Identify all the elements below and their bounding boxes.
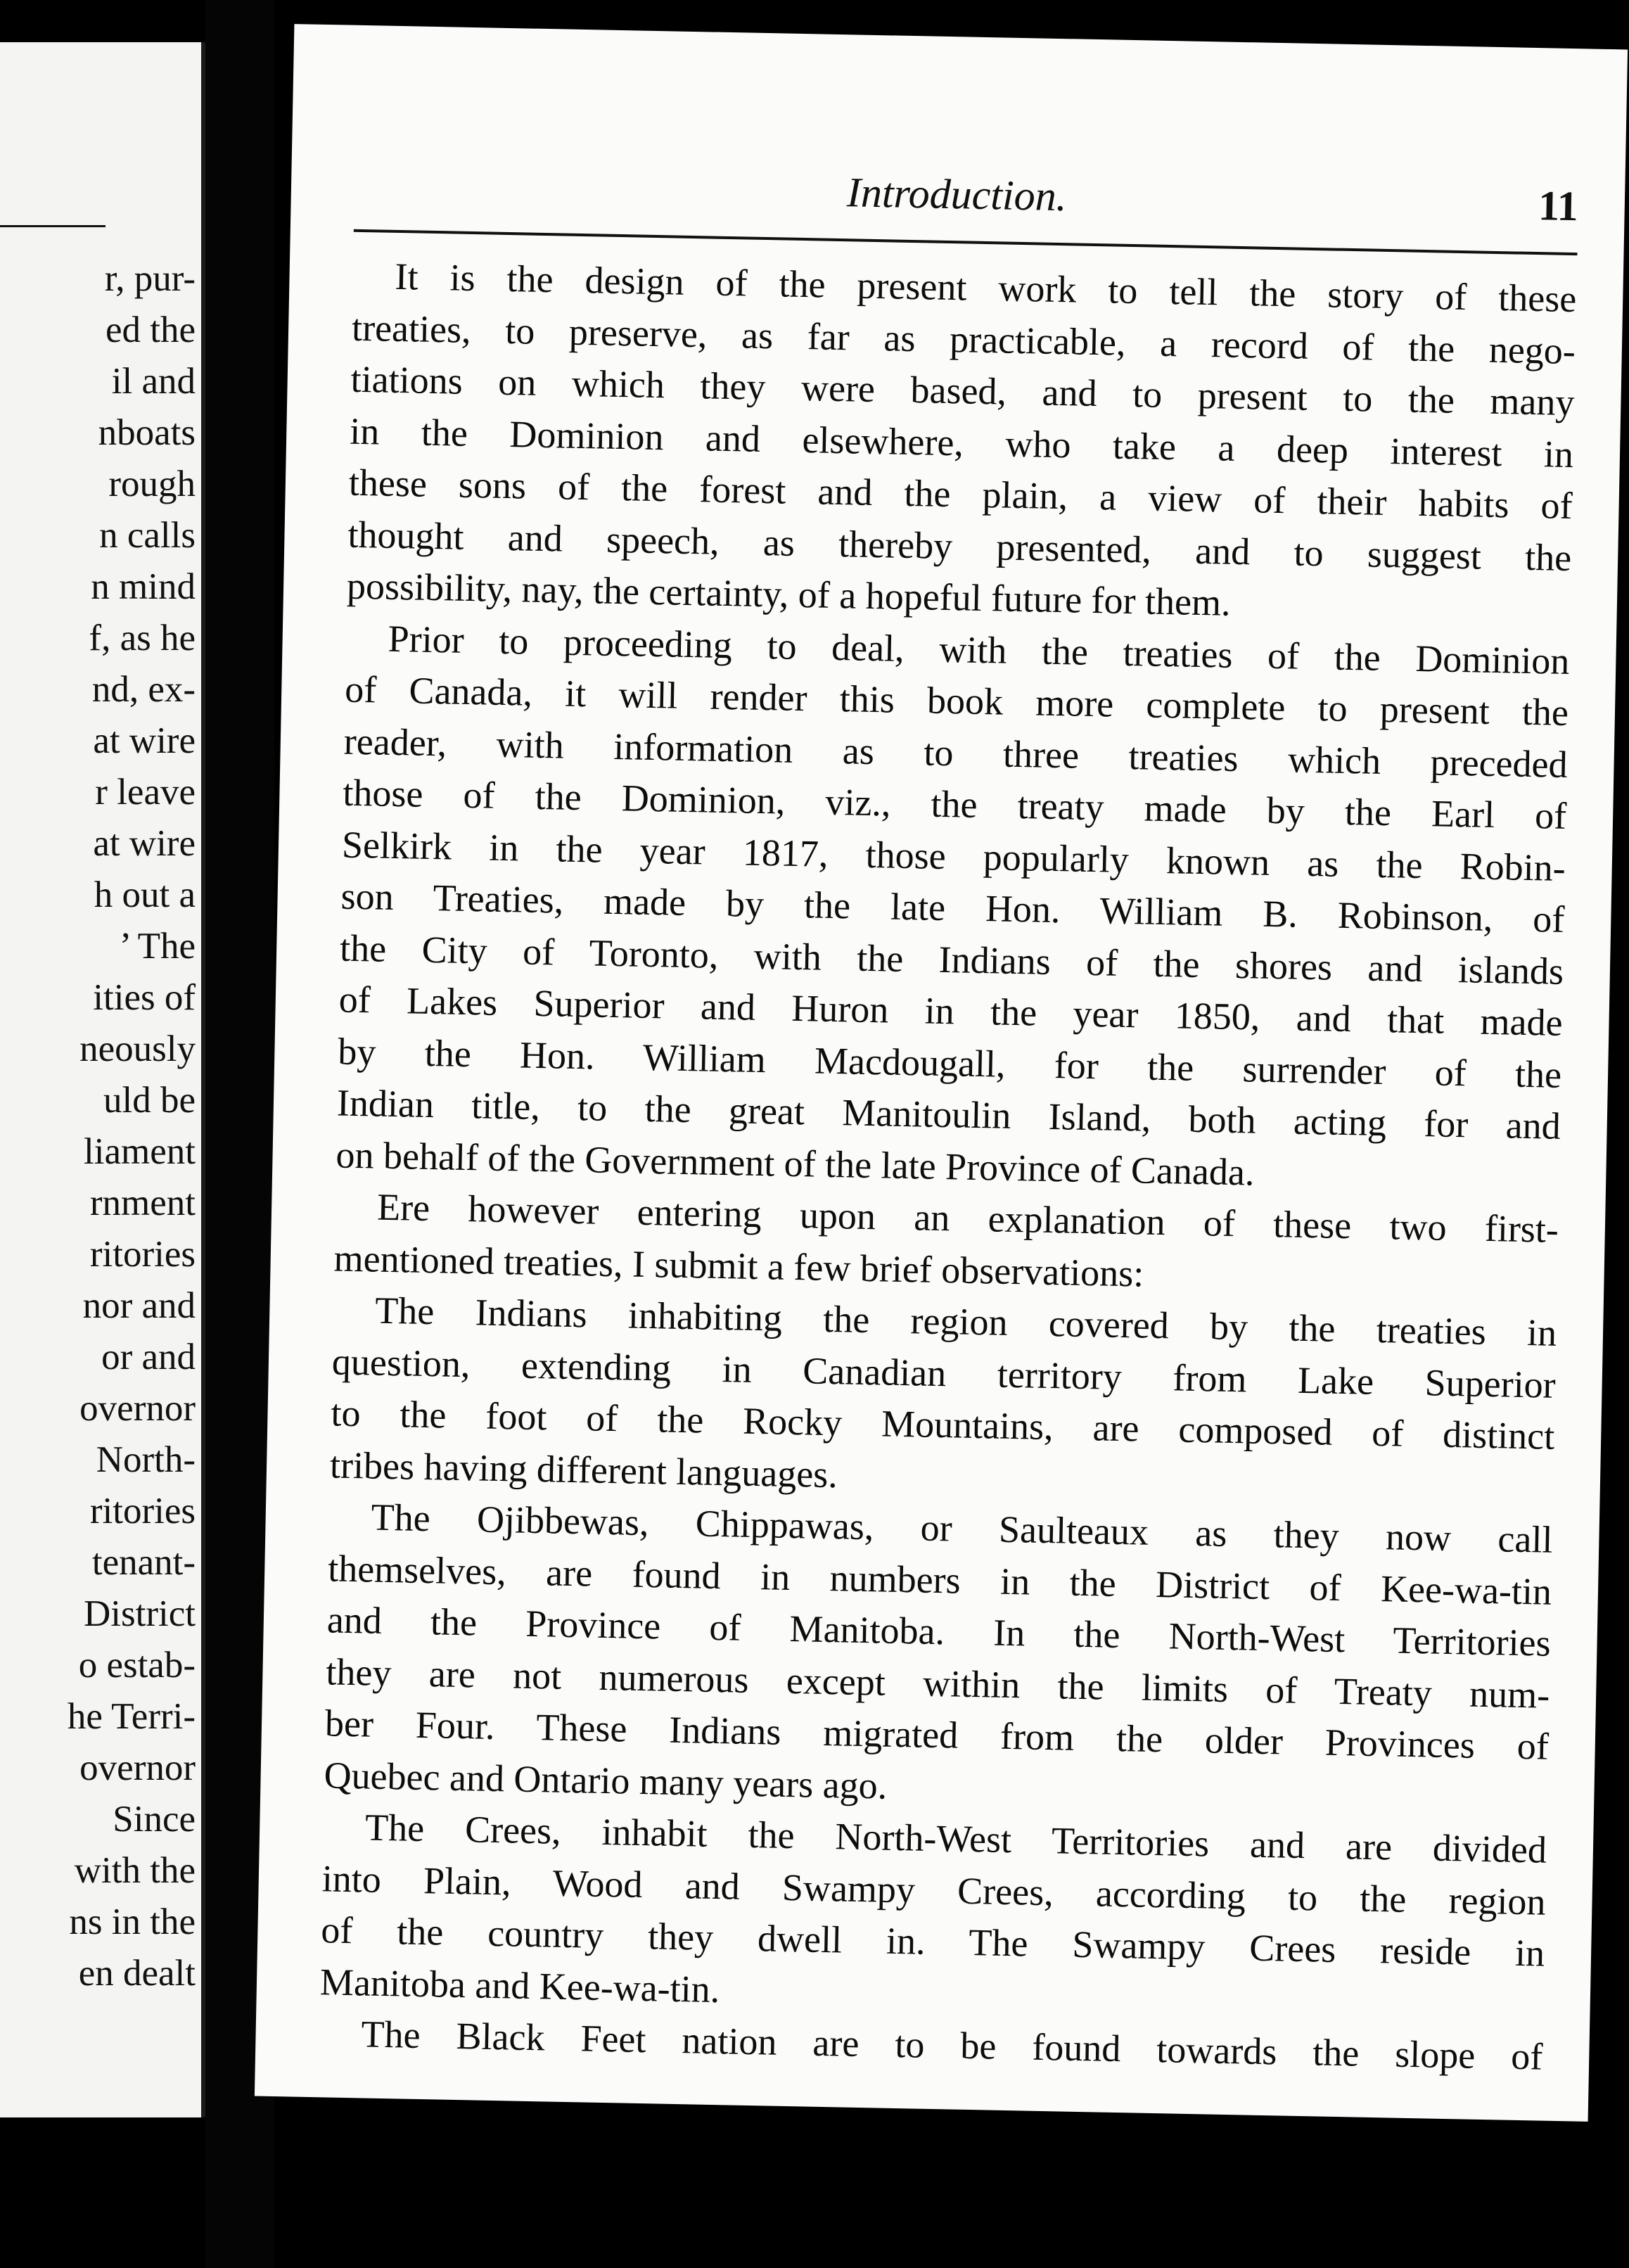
- text-line: tenant-: [91, 1542, 196, 1583]
- text-line: ’ The: [119, 926, 196, 967]
- text-line: possibility, nay, the certainty, of a hopeful future for them.: [346, 564, 1232, 624]
- text-line: to the foot of the Rocky Mountains, are composed of distinct: [330, 1391, 1555, 1458]
- text-line: r, pur-: [104, 258, 196, 299]
- text-line: Since: [113, 1799, 196, 1840]
- text-line: tiations on which they were based, and to present to the many: [350, 357, 1576, 424]
- text-line: Selkirk in the year 1817, those popularly known as the Robin-: [341, 823, 1566, 889]
- text-line: n mind: [91, 566, 196, 607]
- text-line: at wire: [93, 823, 196, 864]
- running-head-title: Introduction.: [846, 169, 1068, 220]
- text-line: liament: [84, 1131, 196, 1172]
- text-line: overnor: [79, 1388, 196, 1429]
- text-line: neously: [79, 1028, 196, 1069]
- text-line: Quebec and Ontario many years ago.: [324, 1753, 888, 1807]
- text-line: The Ojibbewas, Chippawas, or Saulteaux as they now call: [371, 1496, 1553, 1561]
- text-line: he Terri-: [67, 1696, 196, 1737]
- text-line: of the country they dwell in. The Swampy Crees reside in: [320, 1909, 1545, 1975]
- text-line: Ere however entering upon an explanation of these two first-: [376, 1185, 1559, 1251]
- text-line: mentioned treaties, I submit a few brief observations:: [333, 1236, 1144, 1295]
- body-text: [319, 250, 1577, 2083]
- text-line: at wire: [93, 720, 196, 761]
- text-line: o estab-: [78, 1645, 196, 1686]
- text-line: The Crees, inhabit the North-West Territories and are divided: [364, 1806, 1547, 1871]
- text-line: The Indians inhabiting the region covered by the treaties in: [374, 1289, 1557, 1354]
- previous-page: [0, 42, 205, 2117]
- text-line: The Black Feet nation are to be found towards the slope of: [361, 2013, 1543, 2078]
- text-line: nboats: [98, 412, 196, 453]
- text-line: ed the: [105, 310, 196, 350]
- text-line: in the Dominion and elsewhere, who take a deep interest in: [349, 409, 1574, 476]
- text-line: on behalf of the Government of the late Province of Canada.: [336, 1133, 1255, 1194]
- text-line: nor and: [82, 1285, 196, 1326]
- text-line: by the Hon. William Macdougall, for the surrender of the: [337, 1030, 1562, 1096]
- text-line: uld be: [103, 1080, 196, 1121]
- text-line: ritories: [89, 1234, 196, 1275]
- text-line: Manitoba and Kee-wa-tin.: [319, 1960, 720, 2011]
- text-line: f, as he: [89, 618, 196, 658]
- text-line: thought and speech, as thereby presented, and to suggest the: [347, 513, 1572, 579]
- text-line: It is the design of the present work to tell the story of these: [395, 255, 1577, 321]
- text-line: ities of: [93, 977, 196, 1018]
- book-page: [255, 24, 1628, 2122]
- text-line: Prior to proceeding to deal, with the treaties of the Dominion: [388, 617, 1570, 682]
- text-line: and the Province of Manitoba. In the North-West Territories: [326, 1598, 1552, 1664]
- text-line: r leave: [95, 772, 196, 813]
- text-line: question, extending in Canadian territory from Lake Superior: [331, 1339, 1557, 1406]
- text-line: those of the Dominion, viz., the treaty made by the Earl of: [342, 771, 1567, 837]
- text-line: il and: [111, 361, 196, 402]
- text-line: North-: [96, 1439, 196, 1480]
- text-line: treaties, to preserve, as far as practicable, a record of the nego-: [351, 306, 1576, 372]
- text-line: of Lakes Superior and Huron in the year 1850, and that made: [338, 978, 1564, 1044]
- text-line: ns in the: [69, 1901, 196, 1942]
- text-line: son Treaties, made by the late Hon. William B. Robinson, of: [340, 874, 1565, 941]
- text-line: themselves, are found in numbers in the District of Kee-wa-tin: [327, 1546, 1552, 1613]
- text-line: of Canada, it will render this book more complete to present the: [344, 668, 1569, 734]
- text-line: tribes having different languages.: [329, 1443, 838, 1496]
- text-line: rnment: [89, 1183, 196, 1223]
- text-line: reader, with information as to three treaties which preceded: [343, 720, 1569, 786]
- text-line: they are not numerous except within the limits of Treaty num-: [325, 1650, 1550, 1716]
- text-line: nd, ex-: [91, 669, 196, 710]
- text-line: Indian title, to the great Manitoulin Island, both acting for and: [336, 1081, 1561, 1147]
- previous-page-text: [68, 253, 196, 1999]
- text-line: ritories: [89, 1491, 196, 1531]
- text-line: en dealt: [78, 1953, 196, 1994]
- text-line: rough: [108, 464, 196, 504]
- text-line: the City of Toronto, with the Indians of the shores and islands: [339, 926, 1564, 993]
- previous-page-rule: [0, 225, 106, 227]
- text-line: n calls: [99, 515, 196, 556]
- text-line: these sons of the forest and the plain, a view of their habits of: [348, 461, 1573, 528]
- text-line: with the: [74, 1850, 196, 1891]
- page-number: 11: [1538, 182, 1579, 230]
- text-line: h out a: [94, 874, 196, 915]
- text-line: or and: [101, 1337, 196, 1377]
- text-line: overnor: [79, 1747, 196, 1788]
- text-line: ber Four. These Indians migrated from the older Provinces of: [324, 1702, 1550, 1768]
- text-line: into Plain, Wood and Swampy Crees, according to the region: [321, 1856, 1547, 1923]
- text-line: District: [84, 1593, 196, 1634]
